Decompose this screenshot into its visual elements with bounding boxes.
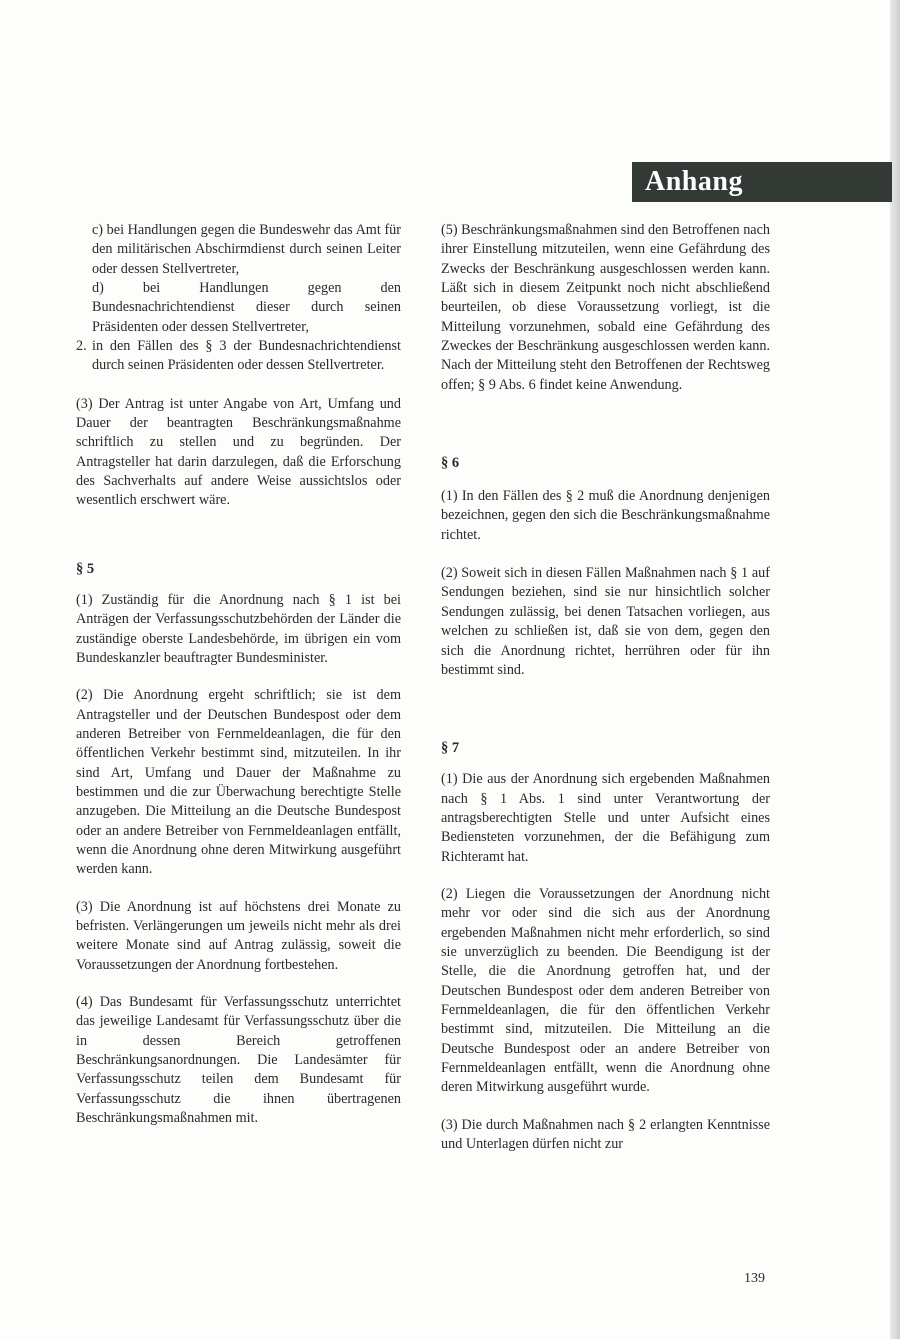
paragraph-5-5: (5) Beschränkungsmaßnahmen sind den Betroffenen nach ihrer Einstellung mitzuteilen, wenn eine Gefährdung des Zwecks der Beschränkung ausgeschlossen werden kann. Läßt sich in diesem Zeitpunkt noch nicht abschließend beurteilen, ob diese Voraussetzung vorliegt, ist die Mitteilung vorzunehmen, sobald eine Gefährdung des Zweckes der Beschränkung ausgeschlossen werden kann. Nach der Mitteilung steht den Betroffenen der Rechtsweg offen; § 9 Abs. 6 findet keine Anwendung.: [441, 222, 770, 393]
left-column: [76, 221, 401, 1128]
paragraph-5-1: (1) Zuständig für die Anordnung nach § 1 ist bei Anträgen der Verfassungsschutzbehörden der Länder die zuständige oberste Landesbehörde, im übrigen ein vom Bundeskanzler beauftragter Bundesminister.: [76, 591, 401, 666]
heading-section-6: § 6: [441, 455, 460, 472]
paragraph-7-3: (3) Die durch Maßnahmen nach § 2 erlangten Kenntnisse und Unterlagen dürfen nicht zur: [441, 1116, 770, 1153]
right-column: [441, 221, 770, 1154]
paragraph-5-4: (4) Das Bundesamt für Verfassungsschutz unterrichtet das jeweilige Landesamt für Verfassungsschutz über die in dessen Bereich getroffenen Beschränkungsanordnungen. Die Landesämter für Verfassungsschutz teilen dem Bundesamt für Verfassungsschutz die ihnen übertragenen Beschränkungsmaßnahmen mit.: [76, 994, 401, 1127]
paragraph-5-2: (2) Die Anordnung ergeht schriftlich; sie ist dem Antragsteller und der Deutschen Bundespost oder dem anderen Betreiber von Fernmeldeanlagen, die für den öffentlichen Verkehr bestimmt sind, mitzuteilen. In ihr sind Art, Umfang und Dauer der Maßnahme zu bestimmen und die zur Überwachung berechtigte Stelle anzugeben. Die Mitteilung an die Deutsche Bundespost oder an andere Betreiber von Fernmeldeanlagen entfällt, wenn die Anordnung ohne deren Mitwirkung ausgeführt werden kann.: [76, 687, 401, 878]
page-number: 139: [744, 1271, 765, 1286]
paragraph-7-1: (1) Die aus der Anordnung sich ergebenden Maßnahmen nach § 1 Abs. 1 sind unter Verantwortung der antragsberechtigten Stelle und unter Aufsicht eines Bediensteten vorzunehmen, der die Befähigung zum Richteramt hat.: [441, 771, 770, 865]
list-item-2-text: in den Fällen des § 3 der Bundesnachrichtendienst durch seinen Präsidenten oder dessen Stellvertreter.: [92, 338, 401, 374]
heading-section-7: § 7: [441, 740, 460, 757]
paragraph-6-2: (2) Soweit sich in diesen Fällen Maßnahmen nach § 1 auf Sendungen beziehen, sind sie nur hinsichtlich solcher Sendungen zulässig, bei denen Tatsachen vorliegen, aus welchen zu schließen ist, daß sie von dem, gegen den sich die Anordnung richtet, herrühren oder für ihn bestimmt sind.: [441, 565, 770, 678]
paragraph-4-3: (3) Der Antrag ist unter Angabe von Art, Umfang und Dauer der beantragten Beschränkungsmaßnahme schriftlich zu stellen und zu begründen. Der Antragsteller hat darin darzulegen, daß die Erforschung des Sachverhalts auf andere Weise aussichtslos oder wesentlich erschwert wäre.: [76, 395, 401, 509]
paragraph-7-2: (2) Liegen die Voraussetzungen der Anordnung nicht mehr vor oder sind die sich aus der Anordnung ergebenden Maßnahmen nicht mehr erforderlich, so sind sie unverzüglich zu beenden. Die Beendigung ist der Stelle, die die Anordnung getroffen hat, und der Deutschen Bundespost oder dem anderen Betreiber von Fernmeldeanlagen, die für den öffentlichen Verkehr bestimmt sind, mitzuteilen. Die Mitteilung an die Deutsche Bundespost oder an andere Betreiber von Fernmeldeanlagen entfällt, wenn die Anordnung ohne deren Mitwirkung ausgeführt wurde.: [441, 885, 770, 1096]
list-item-c: c) bei Handlungen gegen die Bundeswehr das Amt für den militärischen Abschirmdienst durch seinen Leiter oder dessen Stellvertreter,: [92, 222, 401, 277]
list-item-d: d) bei Handlungen gegen den Bundesnachrichtendienst dieser durch seinen Präsidenten oder dessen Stellvertreter,: [92, 280, 401, 335]
list-marker-2: 2.: [76, 338, 87, 355]
list-item-2: [76, 337, 401, 376]
heading-section-5: § 5: [76, 560, 95, 577]
paragraph-6-1: (1) In den Fällen des § 2 muß die Anordnung denjenigen bezeichnen, gegen den sich die Beschränkungsmaßnahme richtet.: [441, 488, 770, 543]
section-tab-anhang: Anhang: [632, 162, 892, 202]
paragraph-5-3: (3) Die Anordnung ist auf höchstens drei Monate zu befristen. Verlängerungen um jeweils nicht mehr als drei weitere Monate sind auf Antrag zulässig, soweit die Voraussetzungen der Anordnung fortbestehen.: [76, 898, 401, 973]
